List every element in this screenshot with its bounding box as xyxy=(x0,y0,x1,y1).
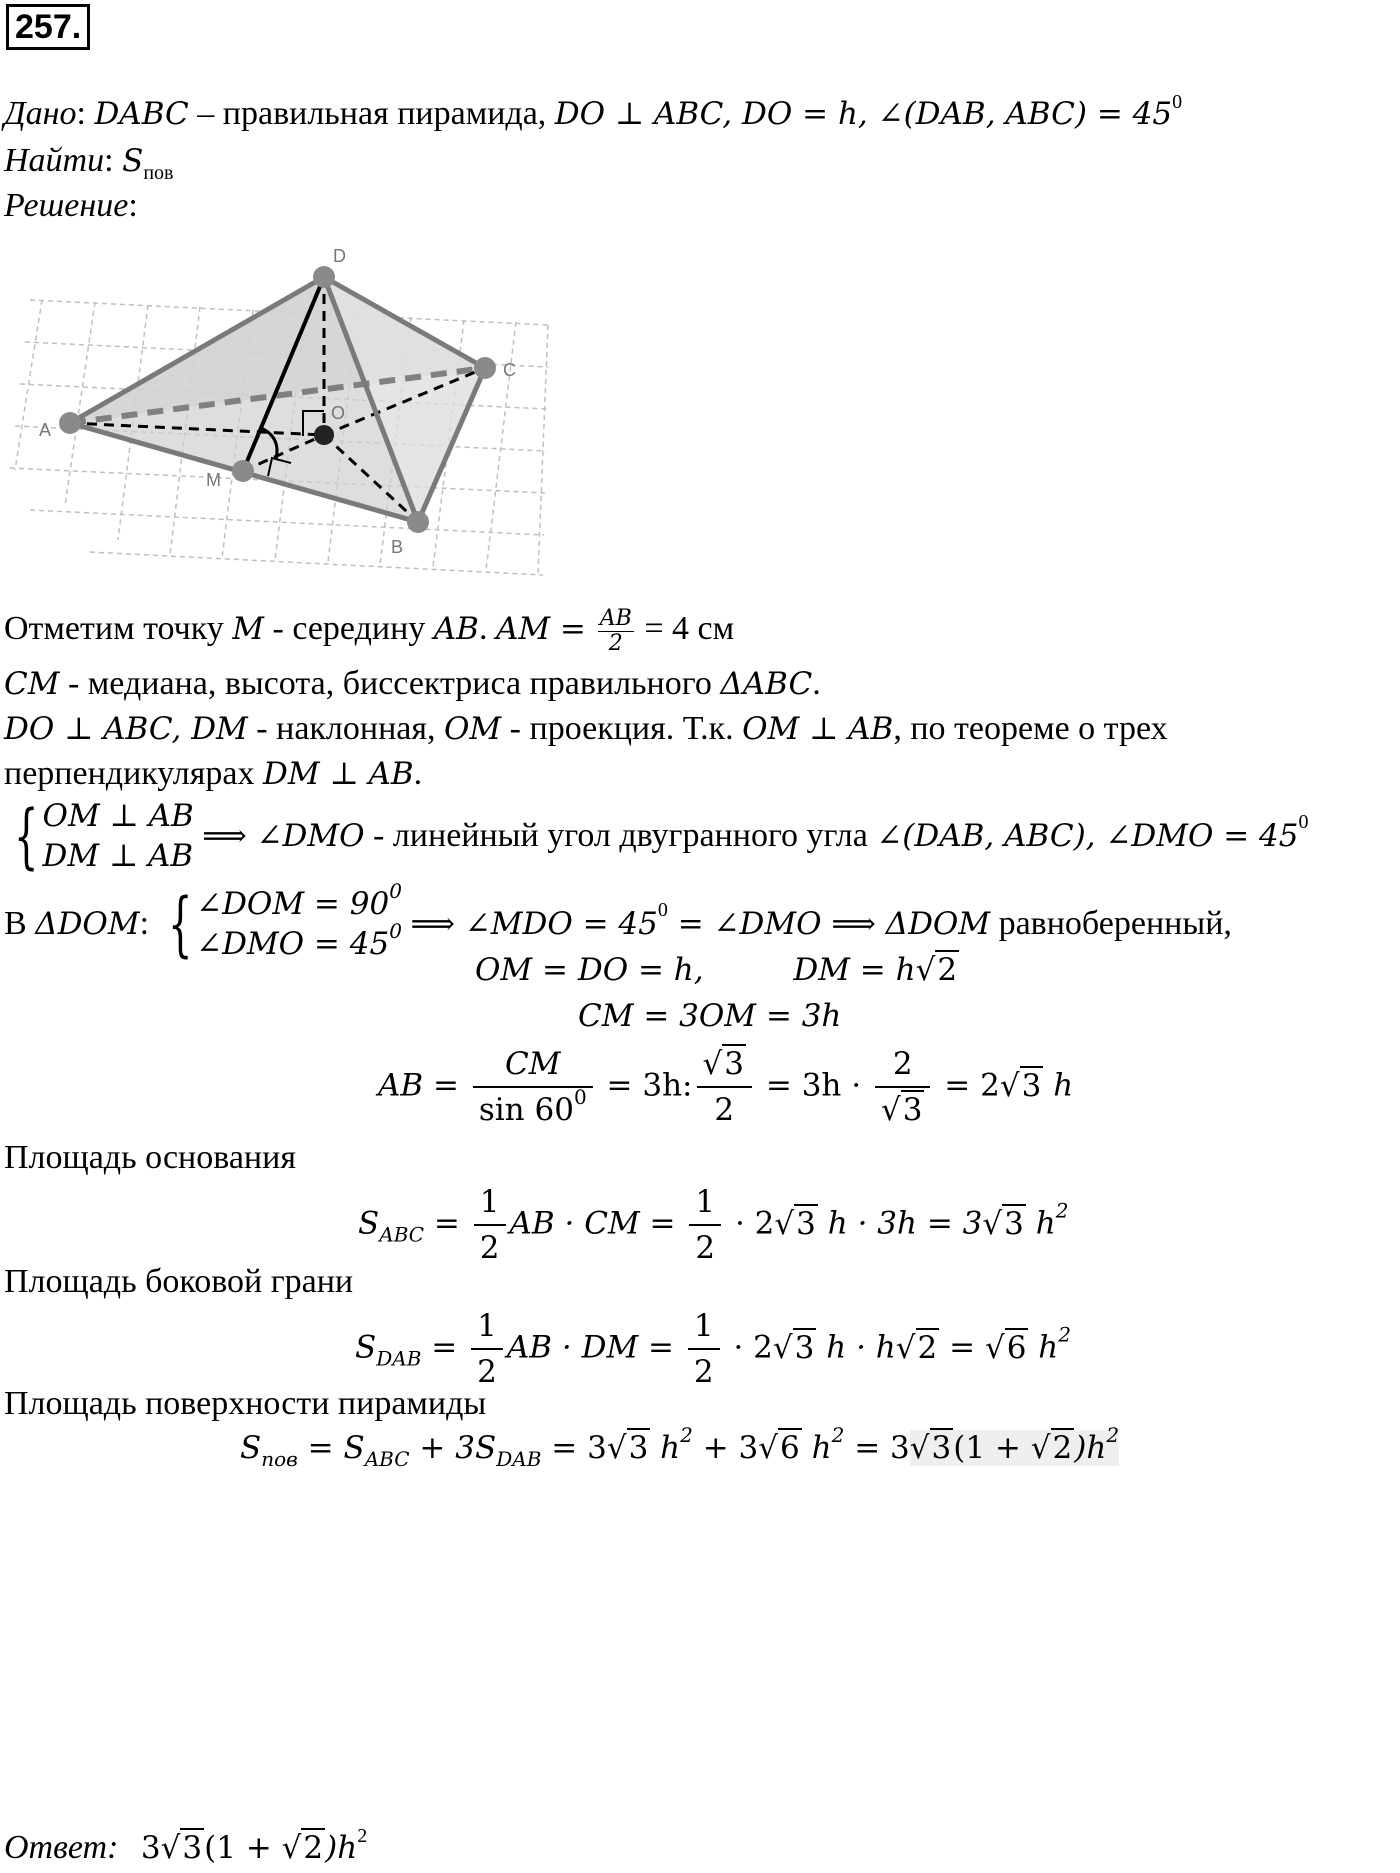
surface-area-label: Площадь поверхности пирамиды xyxy=(4,1385,487,1422)
pyramid-figure xyxy=(0,240,560,585)
fraction-ab-over-2: $\frac{AB}{2}$ xyxy=(599,605,632,656)
label-c: C xyxy=(503,360,516,380)
text-line-5-system: { OM ⊥ AB DM ⊥ AB ⟹ ∠DMO - линейный угол двугранного угла ∠(DAB, ABC), ∠DMO = $45^0$ xyxy=(14,795,1309,877)
solution-label-line: Решение: xyxy=(4,187,138,224)
text-line-3: DO ⊥ ABC, DM - наклонная, OM - проекция. Т.к. OM ⊥ AB, по теореме о трех xyxy=(4,710,1168,747)
label-a: A xyxy=(39,420,52,440)
equation-s-total: $S_{пов} = S_{ABC} + 3S_{DAB} = 3√3$ $h^2 + 3√6$ $h^2 = 3√3(1 + √2)h^2$ xyxy=(240,1423,1120,1471)
problem-number-box xyxy=(6,4,90,50)
find-line: Найти: $S_{пов}$ xyxy=(4,142,174,184)
given-line: Дано: DABC – правильная пирамида, DO ⊥ ABC, DO = h, ∠(DAB, $ABC) = 45^0$ xyxy=(4,91,1183,132)
label-m: M xyxy=(206,470,221,490)
equation-cm: CM = 3OM = 3h xyxy=(578,998,842,1034)
text-line-2: CM - медиана, высота, биссектриса правильного ΔABC. xyxy=(4,665,821,702)
problem-number: 257. xyxy=(15,8,82,46)
equation-s-abc: $S_{ABC}$ = $\frac{1}{2}$ AB · CM = $\frac{1}{2}$ · 2√3 h · 3h = 3√3 $h^2$ xyxy=(358,1180,1068,1270)
find-label: Найти xyxy=(4,142,105,179)
left-brace: { xyxy=(14,795,39,877)
point-o xyxy=(314,425,334,445)
equation-ab: AB = $\frac{CM}{\sin 60^0}$ = 3h: $\frac{√3}{2}$ = 3h · $\frac{2}{√3}$ = 2√3 h xyxy=(378,1042,1073,1132)
text-line-4: перпендикулярах DM ⊥ AB. xyxy=(4,755,423,792)
label-o: O xyxy=(331,403,346,423)
equation-s-dab: $S_{DAB}$ = $\frac{1}{2}$ AB · DM = $\frac{1}{2}$ · 2√3 h · h√2 = √6 $h^2$ xyxy=(355,1304,1071,1394)
equation-om-do: OM = DO = h, DM = h√2 xyxy=(475,952,958,988)
base-area-label: Площадь основания xyxy=(4,1139,296,1176)
side-area-label: Площадь боковой грани xyxy=(4,1263,354,1300)
label-b: B xyxy=(391,537,404,557)
solution-label: Решение xyxy=(4,187,129,224)
text-line-6: В ΔDOM: { ∠DOM = $90^0$ ∠DMO = $45^0$ ⟹ ∠MDO = $45^0$ = ∠DMO ⟹ ΔDOM равноберенный, xyxy=(4,879,1232,965)
given-label: Дано xyxy=(4,95,77,132)
label-d: D xyxy=(333,246,346,266)
text-line-1: Отметим точку M - середину AB. AM = $\frac{AB}{2}$ = 4 см xyxy=(4,605,735,656)
answer-line: Ответ: $3√3(1 + √2)h^2$ xyxy=(4,1825,368,1866)
answer-label: Ответ: xyxy=(4,1829,119,1866)
highlighted-result: $√3(1 + √2)h^2$ xyxy=(909,1423,1120,1466)
